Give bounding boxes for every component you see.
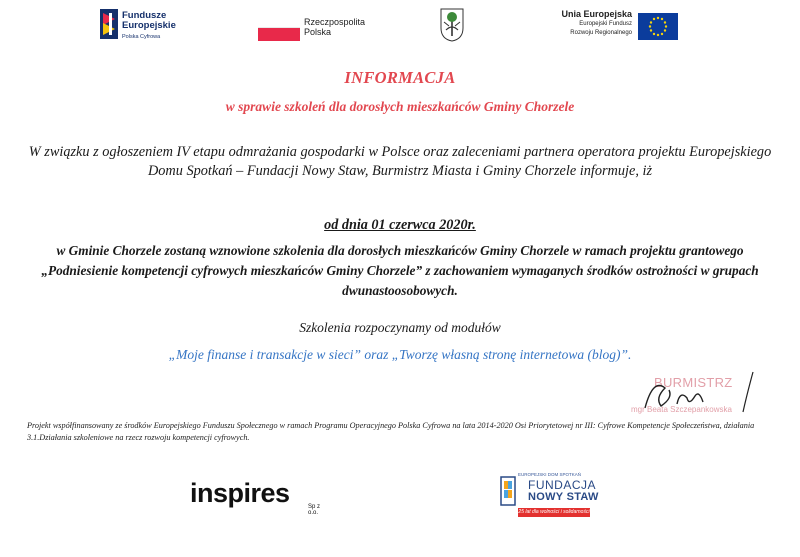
signatory-name: mgr Beata Szczepankowska xyxy=(631,405,732,414)
polish-flag-icon xyxy=(258,27,300,41)
fundusze-logo-mark-icon xyxy=(100,9,118,39)
rzeczpospolita-logo xyxy=(258,15,368,45)
stamp-title: BURMISTRZ xyxy=(654,375,733,390)
document-title: INFORMACJA xyxy=(344,68,456,87)
modules-intro: Szkolenia rozpoczynamy od modułów xyxy=(299,320,501,335)
unia-europejska-logo xyxy=(550,10,680,46)
funding-footnote: Projekt współfinansowany ze środków Europejskiego Funduszu Społecznego w ramach Programu Operacyjnego Polska Cyfrowa na lata 2014-2020 Osi Priorytetowej nr III: Cyfrowe Kompetencje Społeczeństwa, działania 3.1.Działania szkoleniowe na rzecz rozwoju kompetencji cyfrowych. xyxy=(27,421,755,442)
fundusze-line2: Europejskie xyxy=(122,20,176,31)
inspires-wordmark: inspires xyxy=(190,478,290,508)
rzeczpospolita-line1: Rzeczpospolita xyxy=(304,17,366,27)
inspires-suffix: Sp z o.o. xyxy=(308,504,321,516)
chorzele-coat-of-arms-icon xyxy=(440,8,464,42)
unia-line3: Rozwoju Regionalnego xyxy=(570,30,632,36)
modules-list: „Moje finanse i transakcje w sieci” oraz „Tworzę własną stronę internetowa (blog)”. xyxy=(168,347,632,362)
fundacja-pre: EUROPEJSKI DOM SPOTKAŃ xyxy=(518,472,582,477)
inspires-logo xyxy=(190,478,330,518)
fundusze-europejskie-logo xyxy=(100,7,210,43)
effective-date: od dnia 01 czerwca 2020r. xyxy=(324,217,476,233)
fundusze-line1: Fundusze xyxy=(122,10,167,21)
intro-paragraph: W związku z ogłoszeniem IV etapu odmrażania gospodarki w Polsce oraz zaleceniami partnera operatora projektu Europejskiego Domu Spotkań – Fundacji Nowy Staw, Burmistrz Miasta i Gminy Chorzele informuje, iż xyxy=(28,144,772,179)
fundacja-nowy-staw-logo xyxy=(500,472,620,522)
fundusze-line3: Polska Cyfrowa xyxy=(122,34,161,40)
unia-line2: Europejski Fundusz xyxy=(579,21,632,27)
fundacja-tagline: 25 lat dla wolności i solidarności xyxy=(518,509,590,515)
document-subtitle: w sprawie szkoleń dla dorosłych mieszkańców Gminy Chorzele xyxy=(225,99,575,114)
fundacja-line2: NOWY STAW xyxy=(528,491,599,503)
rzeczpospolita-line2: Polska xyxy=(304,27,332,37)
fundacja-door-icon xyxy=(500,476,520,506)
eu-flag-icon xyxy=(638,13,678,40)
announcement-paragraph: w Gminie Chorzele zostaną wznowione szkolenia dla dorosłych mieszkańców Gminy Chorzele w ramach projektu grantowego „Podniesienie kompetencji cyfrowych mieszkańców Gminy Chorzele” z zachowaniem wymaganych środków ostrożności w grupach dwunastoosobowych. xyxy=(41,243,759,298)
fundacja-line1: FUNDACJA xyxy=(528,478,597,492)
unia-line1: Unia Europejska xyxy=(561,9,632,19)
